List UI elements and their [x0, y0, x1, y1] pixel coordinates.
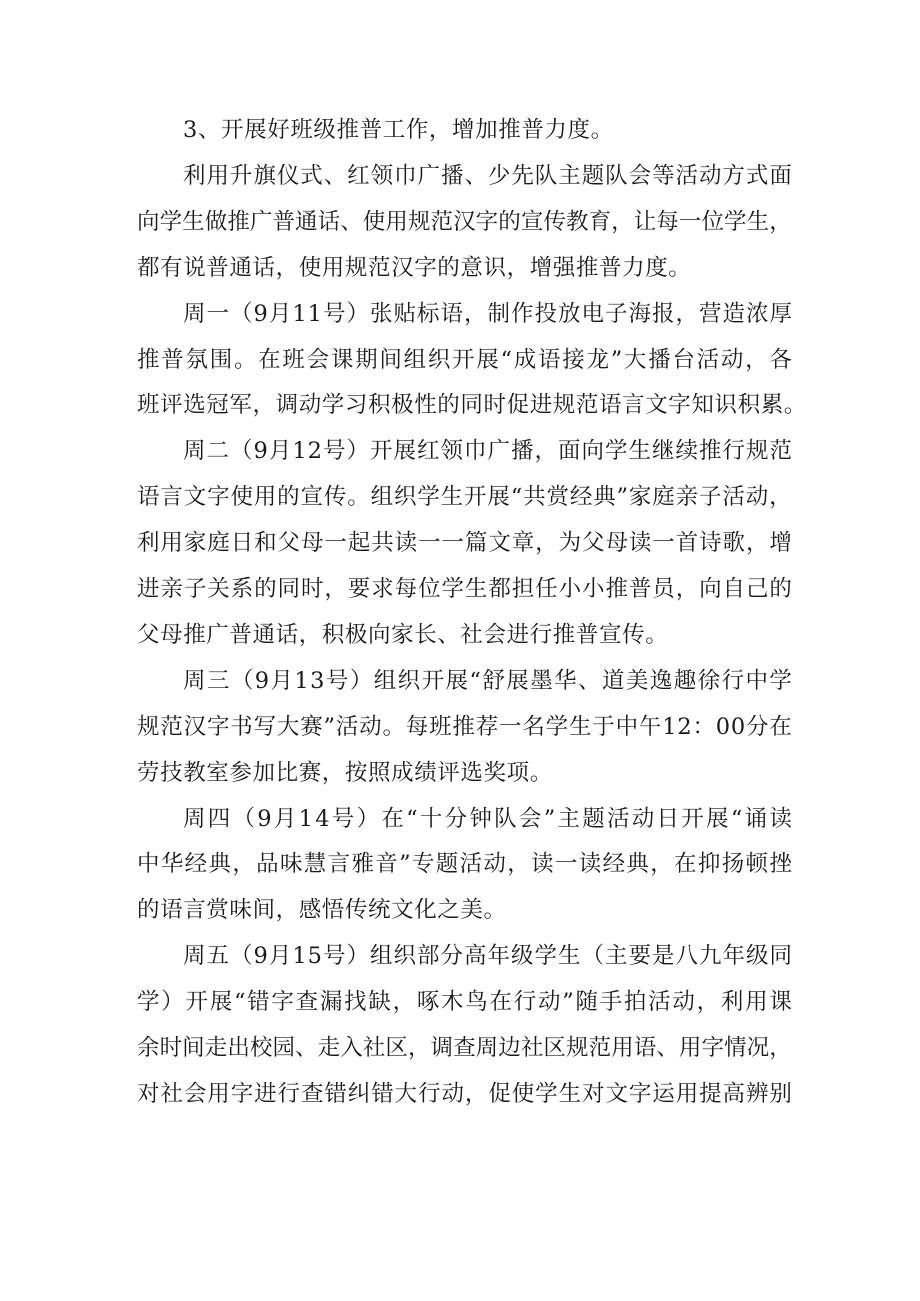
text-line: 父母推广普通话，积极向家长、社会进行推普宣传。	[137, 621, 669, 648]
text-line: 周 一 （ 9 月 1 1 号 ） 张 贴 标 语 ， 制 作 投 放 电 子 海 报 ， 营 造 浓 厚	[183, 300, 792, 327]
text-line: 班评选冠军，调动学习积极性的同时促进规范语言文字知识积累。	[137, 392, 807, 419]
text-line: 周 五 （ 9 月 1 5 号 ） 组 织 部 分 高 年 级 学 生 （ 主 要 是 八 九 年 级 同	[183, 943, 792, 970]
text-line: 3、开展好班级推普工作，增加推普力度。	[183, 117, 614, 143]
text-line: 劳技教室参加比赛，按照成绩评选奖项。	[137, 759, 553, 786]
text-line: 进 亲 子 关 系 的 同 时 ， 要 求 每 位 学 生 都 担 任 小 小 推 普 员 ， 向 自 己 的	[137, 576, 792, 602]
text-line: 利 用 家 庭 日 和 父 母 一 起 共 读 一 一 篇 文 章 ， 为 父 母 读 一 首 诗 歌 ， 增	[137, 530, 792, 557]
text-line: 学 ） 开 展 “ 错 字 查 漏 找 缺 ， 啄 木 鸟 在 行 动 ” 随 手 拍 活 动 ， 利 用 课	[137, 989, 792, 1016]
text-line: 利 用 升 旗 仪 式 、 红 领 巾 广 播 、 少 先 队 主 题 队 会 等 活 动 方 式 面	[183, 162, 792, 189]
text-line: 向 学 生 做 推 广 普 通 话 、 使 用 规 范 汉 字 的 宣 传 教 育 ， 让 每 一 位 学 生 ，	[137, 208, 792, 235]
text-line: 语 言 文 字 使 用 的 宣 传 。 组 织 学 生 开 展 “ 共 赏 经 典 ” 家 庭 亲 子 活 动 ，	[137, 484, 792, 511]
text-line: 规 范 汉 字 书 写 大 赛 ” 活 动 。 每 班 推 荐 一 名 学 生 于 中 午 1 2 ： 0 0 分 在	[137, 713, 792, 740]
text-line: 周 四 （ 9 月 1 4 号 ） 在 “ 十 分 钟 队 会 ” 主 题 活 动 日 开 展 “ 诵 读	[183, 805, 792, 832]
text-line: 都有说普通话，使用规范汉字的意识，增强推普力度。	[137, 254, 692, 281]
text-line: 中 华 经 典 ， 品 味 慧 言 雅 音 ” 专 题 活 动 ， 读 一 读 经 典 ， 在 抑 扬 顿 挫	[137, 851, 792, 878]
text-line: 周 二 （ 9 月 1 2 号 ） 开 展 红 领 巾 广 播 ， 面 向 学 生 继 续 推 行 规 范	[183, 438, 792, 465]
text-line: 周 三 （ 9 月 1 3 号 ） 组 织 开 展 “ 舒 展 墨 华 、 道 美 逸 趣 徐 行 中 学	[183, 667, 792, 694]
text-line: 推 普 氛 围 。 在 班 会 课 期 间 组 织 开 展 “ 成 语 接 龙 ” 大 播 台 活 动 ， 各	[137, 346, 792, 373]
text-line: 余 时 间 走 出 校 园 、 走 入 社 区 ， 调 查 周 边 社 区 规 范 用 语 、 用 字 情 况 ，	[137, 1035, 792, 1061]
text-line: 的语言赏味间，感悟传统文化之美。	[137, 897, 507, 924]
text-line: 对 社 会 用 字 进 行 查 错 纠 错 大 行 动 ， 促 使 学 生 对 文 字 运 用 提 高 辨 别	[137, 1080, 792, 1107]
